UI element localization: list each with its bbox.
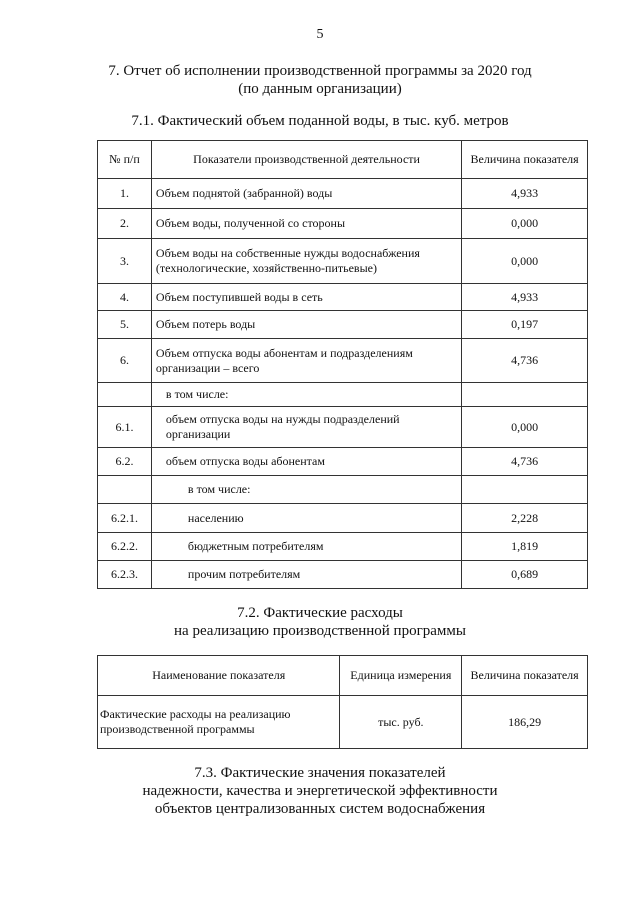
indicator-label: Объем воды на собственные нужды водоснабжения (технологические, хозяйственно-питьевые)	[151, 239, 461, 284]
value-cell: 4,933	[462, 284, 588, 311]
value-cell: 4,736	[462, 339, 588, 383]
heading-line: 7.2. Фактические расходы	[237, 605, 403, 621]
page-title	[0, 62, 640, 98]
table-row	[98, 339, 588, 383]
title-line: (по данным организации)	[238, 81, 402, 97]
expenses-table	[97, 655, 588, 749]
table-row	[98, 533, 588, 561]
heading-line: надежности, качества и энергетической эффективности	[142, 783, 498, 799]
row-number: 2.	[98, 209, 152, 239]
indicator-label: в том числе:	[151, 383, 461, 407]
indicator-label: населению	[151, 504, 461, 533]
indicator-label: бюджетным потребителям	[151, 533, 461, 561]
header-cell: Наименование показателя	[98, 656, 340, 696]
row-number: 4.	[98, 284, 152, 311]
table-row	[98, 179, 588, 209]
indicator-label: Объем отпуска воды абонентам и подразделениям организации – всего	[151, 339, 461, 383]
indicator-label: Объем поступившей воды в сеть	[151, 284, 461, 311]
value-cell	[462, 383, 588, 407]
row-number: 6.2.1.	[98, 504, 152, 533]
heading-line: на реализацию производственной программы	[174, 623, 466, 639]
table-row	[98, 239, 588, 284]
table-row	[98, 284, 588, 311]
page-number: 5	[316, 27, 324, 42]
indicator-label: Объем потерь воды	[151, 311, 461, 339]
value-cell: 4,933	[462, 179, 588, 209]
value-cell: 0,689	[462, 561, 588, 589]
indicator-label: Фактические расходы на реализацию производственной программы	[98, 696, 340, 749]
table-header-row	[98, 141, 588, 179]
value-cell: 1,819	[462, 533, 588, 561]
row-number: 6.2.3.	[98, 561, 152, 589]
table-row	[98, 696, 588, 749]
table-row	[98, 448, 588, 476]
indicator-label: Объем воды, полученной со стороны	[151, 209, 461, 239]
table-row	[98, 209, 588, 239]
header-cell: Единица измерения	[340, 656, 462, 696]
value-cell	[462, 476, 588, 504]
section-7-1-heading: 7.1. Фактический объем поданной воды, в тыс. куб. метров	[131, 113, 509, 129]
row-number: 6.2.	[98, 448, 152, 476]
unit-cell: тыс. руб.	[340, 696, 462, 749]
header-cell: Показатели производственной деятельности	[151, 141, 461, 179]
indicator-label: объем отпуска воды на нужды подразделений организации	[151, 407, 461, 448]
heading-line: объектов централизованных систем водоснабжения	[154, 801, 486, 817]
indicator-label: прочим потребителям	[151, 561, 461, 589]
section-7-2-heading	[0, 604, 640, 640]
table-row	[98, 311, 588, 339]
indicator-label: Объем поднятой (забранной) воды	[151, 179, 461, 209]
value-cell: 0,000	[462, 407, 588, 448]
indicator-label: объем отпуска воды абонентам	[151, 448, 461, 476]
value-cell: 0,197	[462, 311, 588, 339]
row-number: 5.	[98, 311, 152, 339]
value-cell: 186,29	[462, 696, 588, 749]
table-row	[98, 504, 588, 533]
row-number: 6.	[98, 339, 152, 383]
row-number	[98, 476, 152, 504]
value-cell: 0,000	[462, 209, 588, 239]
header-cell: Величина показателя	[462, 141, 588, 179]
table-row	[98, 561, 588, 589]
table-row	[98, 407, 588, 448]
section-7-3-heading	[0, 764, 640, 818]
value-cell: 2,228	[462, 504, 588, 533]
indicator-label: в том числе:	[151, 476, 461, 504]
row-number: 6.1.	[98, 407, 152, 448]
row-number: 3.	[98, 239, 152, 284]
value-cell: 4,736	[462, 448, 588, 476]
row-number	[98, 383, 152, 407]
header-cell: Величина показателя	[462, 656, 588, 696]
row-number: 6.2.2.	[98, 533, 152, 561]
table-row	[98, 476, 588, 504]
title-line: 7. Отчет об исполнении производственной программы за 2020 год	[108, 63, 532, 79]
water-volume-table	[97, 140, 588, 589]
header-cell: № п/п	[98, 141, 152, 179]
table-row	[98, 383, 588, 407]
table-header-row	[98, 656, 588, 696]
value-cell: 0,000	[462, 239, 588, 284]
heading-line: 7.3. Фактические значения показателей	[194, 765, 446, 781]
row-number: 1.	[98, 179, 152, 209]
